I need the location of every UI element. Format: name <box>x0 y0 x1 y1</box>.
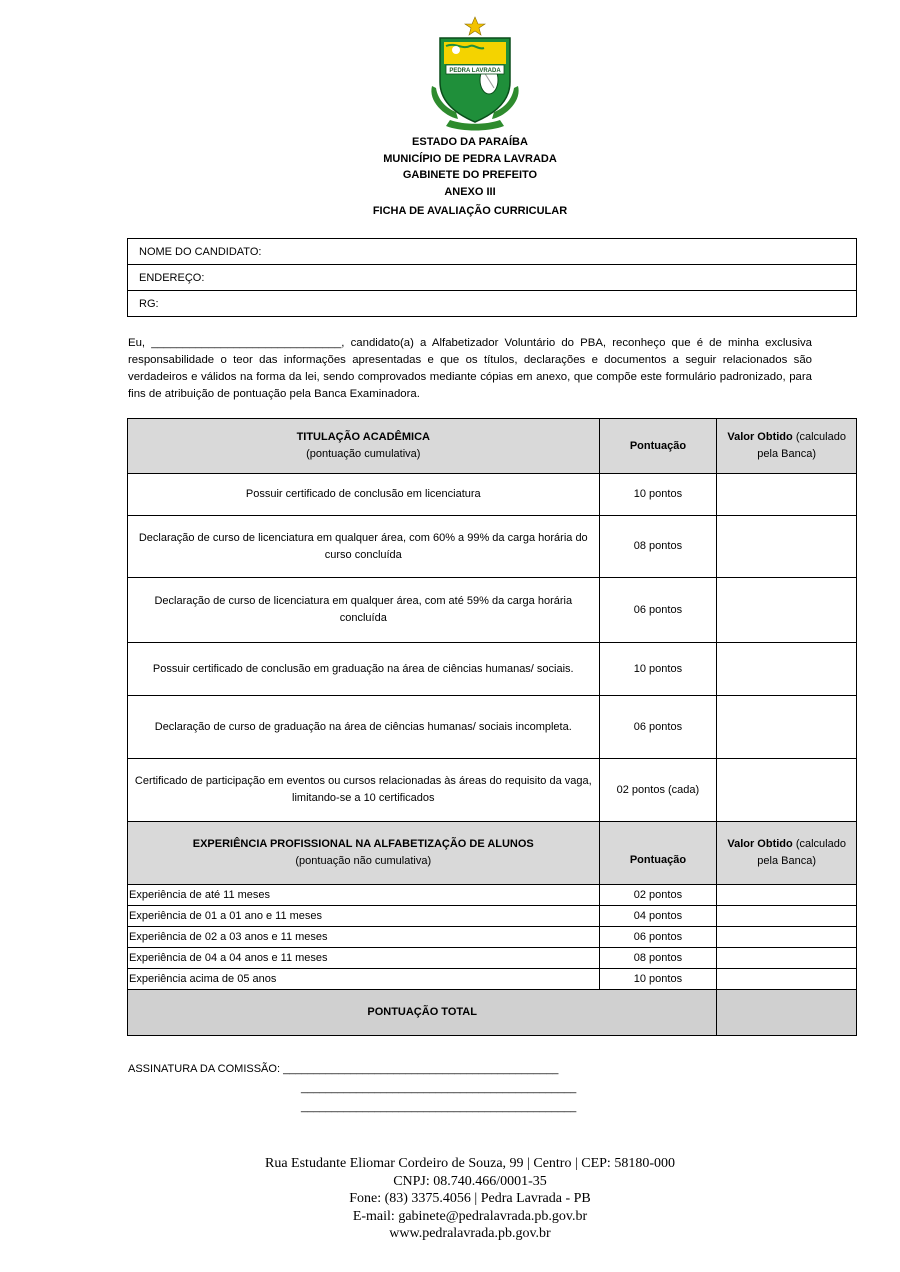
academic-item: Possuir certificado de conclusão em graduação na área de ciências humanas/ sociais. <box>128 643 600 696</box>
academic-points: 10 pontos <box>599 474 717 516</box>
experience-points: 02 pontos <box>599 885 717 906</box>
academic-subtitle: (pontuação cumulativa) <box>306 448 421 460</box>
academic-points: 06 pontos <box>599 696 717 759</box>
annex-label: ANEXO III <box>444 185 496 198</box>
table-row <box>128 578 857 643</box>
academic-item: Certificado de participação em eventos ou cursos relacionadas às áreas do requisito da vaga, limitando-se a 10 certificados <box>128 759 600 822</box>
candidate-info-table <box>127 238 857 317</box>
table-row <box>128 516 857 578</box>
experience-points: 10 pontos <box>599 969 717 990</box>
page-footer <box>0 1155 900 1243</box>
academic-points: 08 pontos <box>599 516 717 578</box>
document-header <box>0 134 900 220</box>
experience-points: 08 pontos <box>599 948 717 969</box>
footer-email: E-mail: gabinete@pedralavrada.pb.gov.br <box>352 1208 588 1224</box>
table-row <box>128 643 857 696</box>
signature-label: ASSINATURA DA COMISSÃO: <box>128 1063 280 1075</box>
table-row <box>128 474 857 516</box>
academic-header <box>128 419 600 474</box>
experience-value-cell[interactable] <box>717 885 857 906</box>
academic-title: TITULAÇÃO ACADÊMICA <box>296 431 430 443</box>
table-row <box>128 906 857 927</box>
academic-value-cell[interactable] <box>717 643 857 696</box>
table-row <box>128 885 857 906</box>
academic-points: 06 pontos <box>599 578 717 643</box>
candidate-rg-field[interactable]: RG: <box>128 291 857 317</box>
academic-item: Possuir certificado de conclusão em licenciatura <box>128 474 600 516</box>
academic-points-header: Pontuação <box>599 419 717 474</box>
state-name: ESTADO DA PARAÍBA <box>412 136 528 148</box>
academic-value-cell[interactable] <box>717 474 857 516</box>
total-value-cell[interactable] <box>717 990 857 1036</box>
svg-text:PEDRA LAVRADA: PEDRA LAVRADA <box>449 68 501 74</box>
table-row <box>128 696 857 759</box>
signature-block <box>128 1060 576 1117</box>
experience-item: Experiência de 04 a 04 anos e 11 meses <box>128 948 600 969</box>
experience-item: Experiência de 02 a 03 anos e 11 meses <box>128 927 600 948</box>
experience-item: Experiência de 01 a 01 ano e 11 meses <box>128 906 600 927</box>
table-row <box>128 927 857 948</box>
table-row <box>128 969 857 990</box>
academic-item: Declaração de curso de licenciatura em qualquer área, com 60% a 99% da carga horária do curso concluída <box>128 516 600 578</box>
candidate-address-field[interactable]: ENDEREÇO: <box>128 265 857 291</box>
academic-value-cell[interactable] <box>717 759 857 822</box>
experience-points: 06 pontos <box>599 927 717 948</box>
experience-points: 04 pontos <box>599 906 717 927</box>
experience-item: Experiência de até 11 meses <box>128 885 600 906</box>
office-name: GABINETE DO PREFEITO <box>402 169 538 181</box>
footer-phone: Fone: (83) 3375.4056 | Pedra Lavrada - PB <box>349 1191 591 1206</box>
academic-points: 10 pontos <box>599 643 717 696</box>
table-row <box>128 759 857 822</box>
total-label: PONTUAÇÃO TOTAL <box>128 990 717 1036</box>
municipal-crest-logo <box>426 16 524 134</box>
declaration-paragraph: Eu, ______________________________, candidato(a) a Alfabetizador Voluntário do PBA, reconheço que é de minha exclusiva responsabilidade o teor das informações apresentadas e que os títulos, declarações e documentos a seguir relacionados são verdadeiros e válidos na forma da lei, sendo comprovados mediante cópias em anexo, que compõe este formulário padronizado, para fins de atribuição de pontuação pela Banca Examinadora. <box>128 337 812 400</box>
signature-line[interactable]: _____________________________________________ <box>301 1101 577 1113</box>
experience-subtitle: (pontuação não cumulativa) <box>295 855 432 867</box>
experience-value-cell[interactable] <box>717 948 857 969</box>
experience-points-header: Pontuação <box>599 822 717 885</box>
signature-line[interactable]: _____________________________________________ <box>283 1063 559 1075</box>
footer-cnpj: CNPJ: 08.740.466/0001-35 <box>393 1173 547 1189</box>
experience-value-header <box>717 822 857 885</box>
experience-value-cell[interactable] <box>717 906 857 927</box>
academic-value-header <box>717 419 857 474</box>
value-header-bold: Valor Obtido <box>727 838 793 850</box>
experience-header <box>128 822 600 885</box>
footer-address: Rua Estudante Eliomar Cordeiro de Souza, 99 | Centro | CEP: 58180-000 <box>265 1156 675 1171</box>
signature-line[interactable]: _____________________________________________ <box>301 1082 577 1094</box>
value-header-rest: (calculado pela Banca) <box>757 838 846 867</box>
scoring-table <box>127 418 857 1036</box>
municipality-name: MUNICÍPIO DE PEDRA LAVRADA <box>383 152 557 165</box>
academic-value-cell[interactable] <box>717 578 857 643</box>
experience-value-cell[interactable] <box>717 969 857 990</box>
experience-value-cell[interactable] <box>717 927 857 948</box>
experience-item: Experiência acima de 05 anos <box>128 969 600 990</box>
academic-value-cell[interactable] <box>717 696 857 759</box>
value-header-bold: Valor Obtido <box>727 431 793 443</box>
academic-item: Declaração de curso de licenciatura em qualquer área, com até 59% da carga horária concluída <box>128 578 600 643</box>
table-row <box>128 948 857 969</box>
academic-item: Declaração de curso de graduação na área de ciências humanas/ sociais incompleta. <box>128 696 600 759</box>
form-title: FICHA DE AVALIAÇÃO CURRICULAR <box>372 205 568 217</box>
academic-points: 02 pontos (cada) <box>599 759 717 822</box>
candidate-name-field[interactable]: NOME DO CANDIDATO: <box>128 239 857 265</box>
footer-website: www.pedralavrada.pb.gov.br <box>389 1226 551 1241</box>
value-header-rest: (calculado pela Banca) <box>757 431 846 460</box>
experience-title: EXPERIÊNCIA PROFISSIONAL NA ALFABETIZAÇÃO DE ALUNOS <box>192 838 534 850</box>
academic-value-cell[interactable] <box>717 516 857 578</box>
